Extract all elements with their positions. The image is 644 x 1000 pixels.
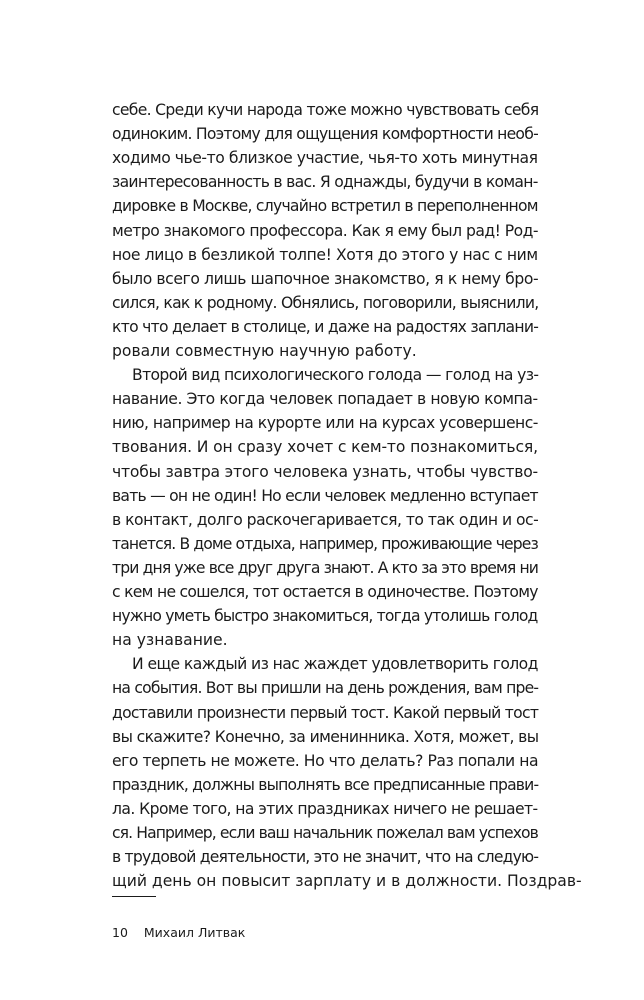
text-line: на узнавание. (112, 631, 228, 650)
text-line: ходимо чье-то близкое участие, чья-то хоть минутная (112, 149, 538, 168)
text-line: навание. Это когда человек попадает в новую компа- (112, 390, 538, 409)
text-line: одиноким. Поэтому для ощущения комфортности необ- (112, 125, 538, 144)
running-author-name: Михаил Литвак (143, 925, 246, 940)
text-line: щий день он повысит зарплату и в должности. Поздрав- (112, 872, 582, 891)
text-line: три дня уже все друг друга знают. А кто за это время ни (112, 558, 539, 577)
text-line: его терпеть не можете. Но что делать? Раз попали на (112, 751, 539, 770)
text-line: праздник, должны выполнять все предписанные прави- (112, 775, 539, 794)
text-line: в контакт, долго раскочегаривается, то так один и ос- (112, 510, 539, 529)
text-line: танется. В доме отдыха, например, проживающие через (112, 534, 538, 553)
text-line: дировке в Москве, случайно встретил в переполненном (112, 197, 538, 216)
footer-divider (112, 896, 156, 897)
text-line: вать — он не один! Но если человек медленно вступает (112, 486, 538, 505)
text-line: ся. Например, если ваш начальник пожелал вам успехов (112, 824, 538, 842)
text-line: твования. И он сразу хочет с кем-то познакомиться, (112, 438, 538, 457)
paragraph-start-line: И еще каждый из нас жаждет удовлетворить голод (132, 655, 538, 674)
page-number: 10 (112, 925, 128, 940)
paragraph-start-line: Второй вид психологического голода — голод на уз- (132, 366, 539, 385)
text-line: метро знакомого профессора. Как я ему был рад! Род- (112, 221, 538, 240)
text-line: в трудовой деятельности, это не значит, что на следую- (112, 848, 539, 867)
text-line: доставили произнести первый тост. Какой первый тост (112, 703, 539, 722)
text-line: себе. Среди кучи народа тоже можно чувствовать себя (112, 101, 539, 119)
text-line: на события. Вот вы пришли на день рождения, вам пре- (112, 679, 539, 698)
text-line: ла. Кроме того, на этих праздниках ничего не решает- (112, 799, 538, 818)
text-line: заинтересованность в вас. Я однажды, будучи в коман- (112, 173, 538, 192)
text-line: ровали совместную научную работу. (112, 342, 417, 360)
text-line: чтобы завтра этого человека узнать, чтобы чувство- (112, 462, 538, 481)
page-footer (112, 924, 245, 942)
text-line: нию, например на курорте или на курсах усовершенс- (112, 414, 538, 433)
text-line: с кем не сошелся, тот остается в одиночестве. Поэтому (112, 583, 538, 601)
text-line: кто что делает в столице, и даже на радостях заплани- (112, 317, 539, 336)
text-line: вы скажите? Конечно, за именинника. Хотя, может, вы (112, 727, 539, 746)
text-line: сился, как к родному. Обнялись, поговорили, выяснили, (112, 293, 539, 312)
text-line: ное лицо в безликой толпе! Хотя до этого у нас с ним (112, 245, 538, 264)
text-line: было всего лишь шапочное знакомство, я к нему бро- (112, 269, 539, 288)
text-line: нужно уметь быстро знакомиться, тогда утолишь голод (112, 607, 538, 626)
